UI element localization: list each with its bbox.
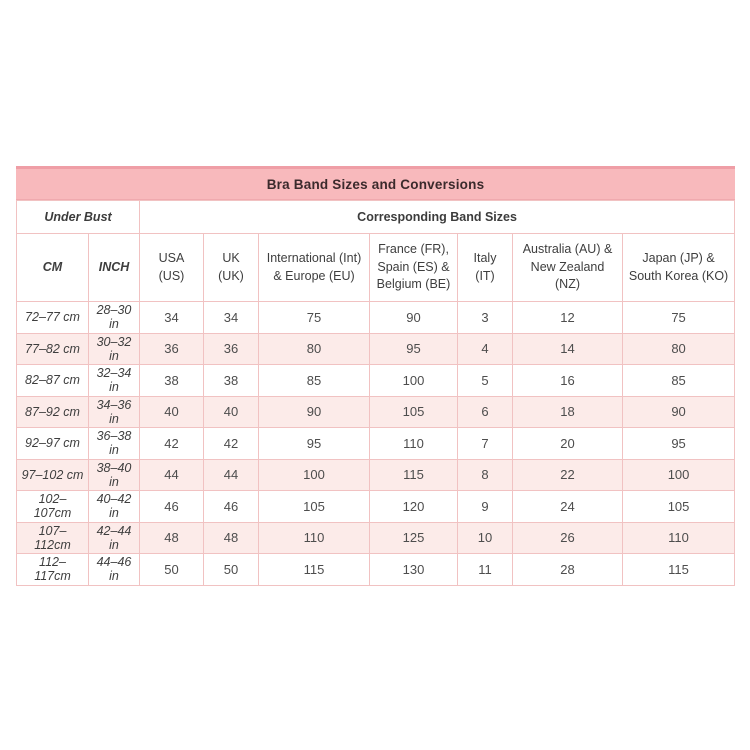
band-size-cell: 38 <box>140 365 204 397</box>
band-size-cell: 105 <box>259 491 370 523</box>
band-size-cell: 110 <box>259 522 370 554</box>
under-bust-cell: 87–92 cm <box>17 396 89 428</box>
band-size-cell: 85 <box>259 365 370 397</box>
under-bust-cell: 107–112cm <box>17 522 89 554</box>
under-bust-cell: 42–44 in <box>89 522 140 554</box>
band-size-cell: 48 <box>140 522 204 554</box>
corresponding-band-sizes-group-header: Corresponding Band Sizes <box>140 201 735 234</box>
band-size-cell: 110 <box>370 428 458 460</box>
band-size-cell: 125 <box>370 522 458 554</box>
under-bust-cell: 36–38 in <box>89 428 140 460</box>
band-size-cell: 120 <box>370 491 458 523</box>
band-size-cell: 100 <box>623 459 735 491</box>
band-size-cell: 46 <box>140 491 204 523</box>
band-size-cell: 16 <box>513 365 623 397</box>
band-size-cell: 50 <box>204 554 259 586</box>
under-bust-cell: 38–40 in <box>89 459 140 491</box>
band-size-cell: 115 <box>370 459 458 491</box>
band-size-cell: 95 <box>259 428 370 460</box>
band-size-cell: 100 <box>370 365 458 397</box>
band-size-cell: 42 <box>140 428 204 460</box>
under-bust-cell: 34–36 in <box>89 396 140 428</box>
column-header: UK (UK) <box>204 234 259 302</box>
table-row <box>17 333 735 365</box>
band-size-cell: 46 <box>204 491 259 523</box>
column-header: France (FR), Spain (ES) & Belgium (BE) <box>370 234 458 302</box>
under-bust-group-header: Under Bust <box>17 201 140 234</box>
band-size-cell: 40 <box>204 396 259 428</box>
band-size-cell: 110 <box>623 522 735 554</box>
under-bust-cell: 28–30 in <box>89 302 140 334</box>
column-header: Australia (AU) & New Zealand (NZ) <box>513 234 623 302</box>
under-bust-cell: 97–102 cm <box>17 459 89 491</box>
under-bust-cell: 40–42 in <box>89 491 140 523</box>
band-size-cell: 90 <box>370 302 458 334</box>
band-size-cell: 44 <box>140 459 204 491</box>
band-size-cell: 11 <box>458 554 513 586</box>
band-size-cell: 85 <box>623 365 735 397</box>
table-row <box>17 554 735 586</box>
band-size-cell: 50 <box>140 554 204 586</box>
band-size-cell: 34 <box>204 302 259 334</box>
under-bust-cell: 82–87 cm <box>17 365 89 397</box>
band-size-cell: 75 <box>623 302 735 334</box>
band-size-cell: 28 <box>513 554 623 586</box>
band-size-cell: 9 <box>458 491 513 523</box>
column-header: International (Int) & Europe (EU) <box>259 234 370 302</box>
column-header: INCH <box>89 234 140 302</box>
band-size-cell: 115 <box>623 554 735 586</box>
band-size-cell: 48 <box>204 522 259 554</box>
under-bust-cell: 72–77 cm <box>17 302 89 334</box>
band-size-cell: 80 <box>623 333 735 365</box>
table-row <box>17 396 735 428</box>
band-size-cell: 34 <box>140 302 204 334</box>
band-size-cell: 130 <box>370 554 458 586</box>
band-size-cell: 105 <box>623 491 735 523</box>
band-size-cell: 24 <box>513 491 623 523</box>
band-size-cell: 36 <box>204 333 259 365</box>
band-size-cell: 20 <box>513 428 623 460</box>
band-size-cell: 40 <box>140 396 204 428</box>
band-size-cell: 6 <box>458 396 513 428</box>
table-row <box>17 365 735 397</box>
band-size-cell: 100 <box>259 459 370 491</box>
band-size-cell: 44 <box>204 459 259 491</box>
size-chart <box>16 166 735 586</box>
band-size-cell: 95 <box>370 333 458 365</box>
under-bust-cell: 32–34 in <box>89 365 140 397</box>
column-header: USA (US) <box>140 234 204 302</box>
band-size-cell: 36 <box>140 333 204 365</box>
column-header: Japan (JP) & South Korea (KO) <box>623 234 735 302</box>
band-size-cell: 12 <box>513 302 623 334</box>
table-row <box>17 459 735 491</box>
band-size-cell: 26 <box>513 522 623 554</box>
band-size-cell: 38 <box>204 365 259 397</box>
band-size-cell: 115 <box>259 554 370 586</box>
band-size-cell: 10 <box>458 522 513 554</box>
chart-title-banner <box>16 166 735 200</box>
band-size-cell: 95 <box>623 428 735 460</box>
band-size-cell: 80 <box>259 333 370 365</box>
band-size-cell: 4 <box>458 333 513 365</box>
column-header: CM <box>17 234 89 302</box>
band-size-cell: 8 <box>458 459 513 491</box>
chart-title: Bra Band Sizes and Conversions <box>266 176 485 192</box>
under-bust-cell: 44–46 in <box>89 554 140 586</box>
band-size-cell: 3 <box>458 302 513 334</box>
column-header: Italy (IT) <box>458 234 513 302</box>
table-row <box>17 428 735 460</box>
band-size-cell: 7 <box>458 428 513 460</box>
table-row <box>17 302 735 334</box>
under-bust-cell: 92–97 cm <box>17 428 89 460</box>
table-row <box>17 491 735 523</box>
band-size-cell: 14 <box>513 333 623 365</box>
band-size-cell: 22 <box>513 459 623 491</box>
band-size-cell: 90 <box>623 396 735 428</box>
column-header-row <box>17 234 735 302</box>
band-size-cell: 105 <box>370 396 458 428</box>
group-header-row <box>17 201 735 234</box>
band-size-table <box>16 200 735 586</box>
under-bust-cell: 30–32 in <box>89 333 140 365</box>
under-bust-cell: 112–117cm <box>17 554 89 586</box>
band-size-cell: 18 <box>513 396 623 428</box>
under-bust-cell: 77–82 cm <box>17 333 89 365</box>
band-size-cell: 75 <box>259 302 370 334</box>
band-size-cell: 90 <box>259 396 370 428</box>
band-size-cell: 42 <box>204 428 259 460</box>
under-bust-cell: 102–107cm <box>17 491 89 523</box>
band-size-cell: 5 <box>458 365 513 397</box>
band-size-table-body <box>17 302 735 586</box>
table-row <box>17 522 735 554</box>
